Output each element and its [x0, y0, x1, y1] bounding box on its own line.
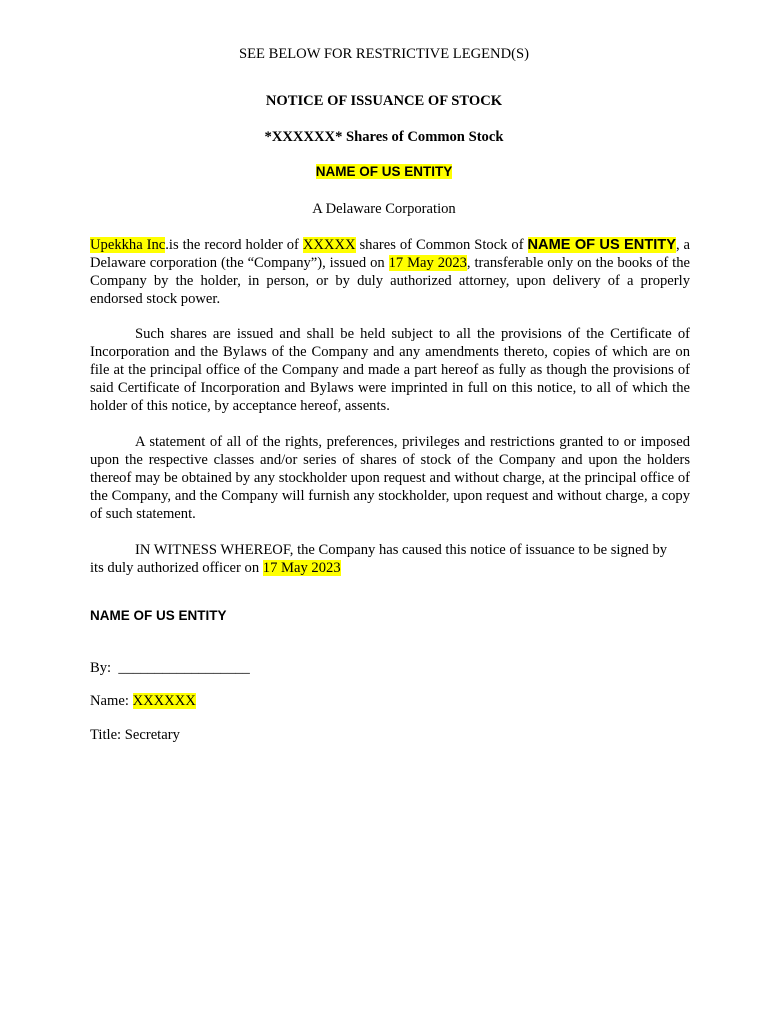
signature-name-row — [90, 693, 196, 710]
name-label: Name: — [90, 693, 129, 709]
signature-by-row — [90, 660, 250, 677]
document-title: NOTICE OF ISSUANCE OF STOCK — [265, 93, 503, 109]
signature-entity-name: NAME OF US ENTITY — [90, 608, 227, 623]
restrictive-legend-note: SEE BELOW FOR RESTRICTIVE LEGEND(S) — [239, 46, 529, 62]
witness-text: IN WITNESS WHEREOF, the Company has caused this notice of issuance to be signed by its duly authorized officer on — [90, 542, 668, 576]
intro-text-1: .is the record holder of — [165, 237, 303, 253]
corporation-type: A Delaware Corporation — [312, 201, 456, 217]
witness-date: 17 May 2023 — [262, 560, 341, 576]
intro-text-2: shares of Common Stock of — [355, 237, 528, 253]
by-label: By: — [90, 660, 112, 676]
issue-date: 17 May 2023 — [388, 255, 467, 271]
intro-text-3: , a Delaware corporation (the “Company”), issued on — [90, 237, 690, 271]
signature-title-row — [90, 727, 180, 744]
entity-heading — [0, 164, 768, 181]
holder-name: Upekkha Inc — [90, 237, 166, 253]
intro-text-4: , transferable only on the books of the Company by the holder, in person, or by duly authorized attorney, upon delivery of a properly endorsed stock power. — [90, 255, 690, 307]
title-label: Title: — [90, 727, 122, 743]
signer-name: XXXXXX — [132, 693, 196, 709]
provisions-paragraph: Such shares are issued and shall be held subject to all the provisions of the Certificate of Incorporation and the Bylaws of the Company and any amendments thereto, copies of which are on file at the principal office of the Company and made a part hereof as fully as though the provisions of said Certificate of Incorporation and Bylaws were imprinted in full on this notice, to all of which the holder of this notice, by acceptance hereof, assents. — [90, 326, 690, 414]
intro-entity-name: NAME OF US ENTITY — [527, 237, 676, 253]
witness-paragraph — [90, 541, 680, 577]
signer-title: Secretary — [124, 727, 180, 743]
signature-line: __________________ — [118, 660, 250, 676]
intro-paragraph — [90, 236, 690, 308]
rights-statement-paragraph: A statement of all of the rights, preferences, privileges and restrictions granted to or imposed upon the respective classes and/or series of shares of stock of the Company and upon the holders thereof may be obtained by any stockholder upon request and without charge, at the principal office of the Company, and the Company will furnish any stockholder, upon request and without charge, a copy of such statement. — [90, 434, 690, 522]
entity-name-highlight: NAME OF US ENTITY — [315, 164, 453, 179]
shares-line: *XXXXXX* Shares of Common Stock — [264, 129, 504, 145]
share-count: XXXXX — [302, 237, 356, 253]
